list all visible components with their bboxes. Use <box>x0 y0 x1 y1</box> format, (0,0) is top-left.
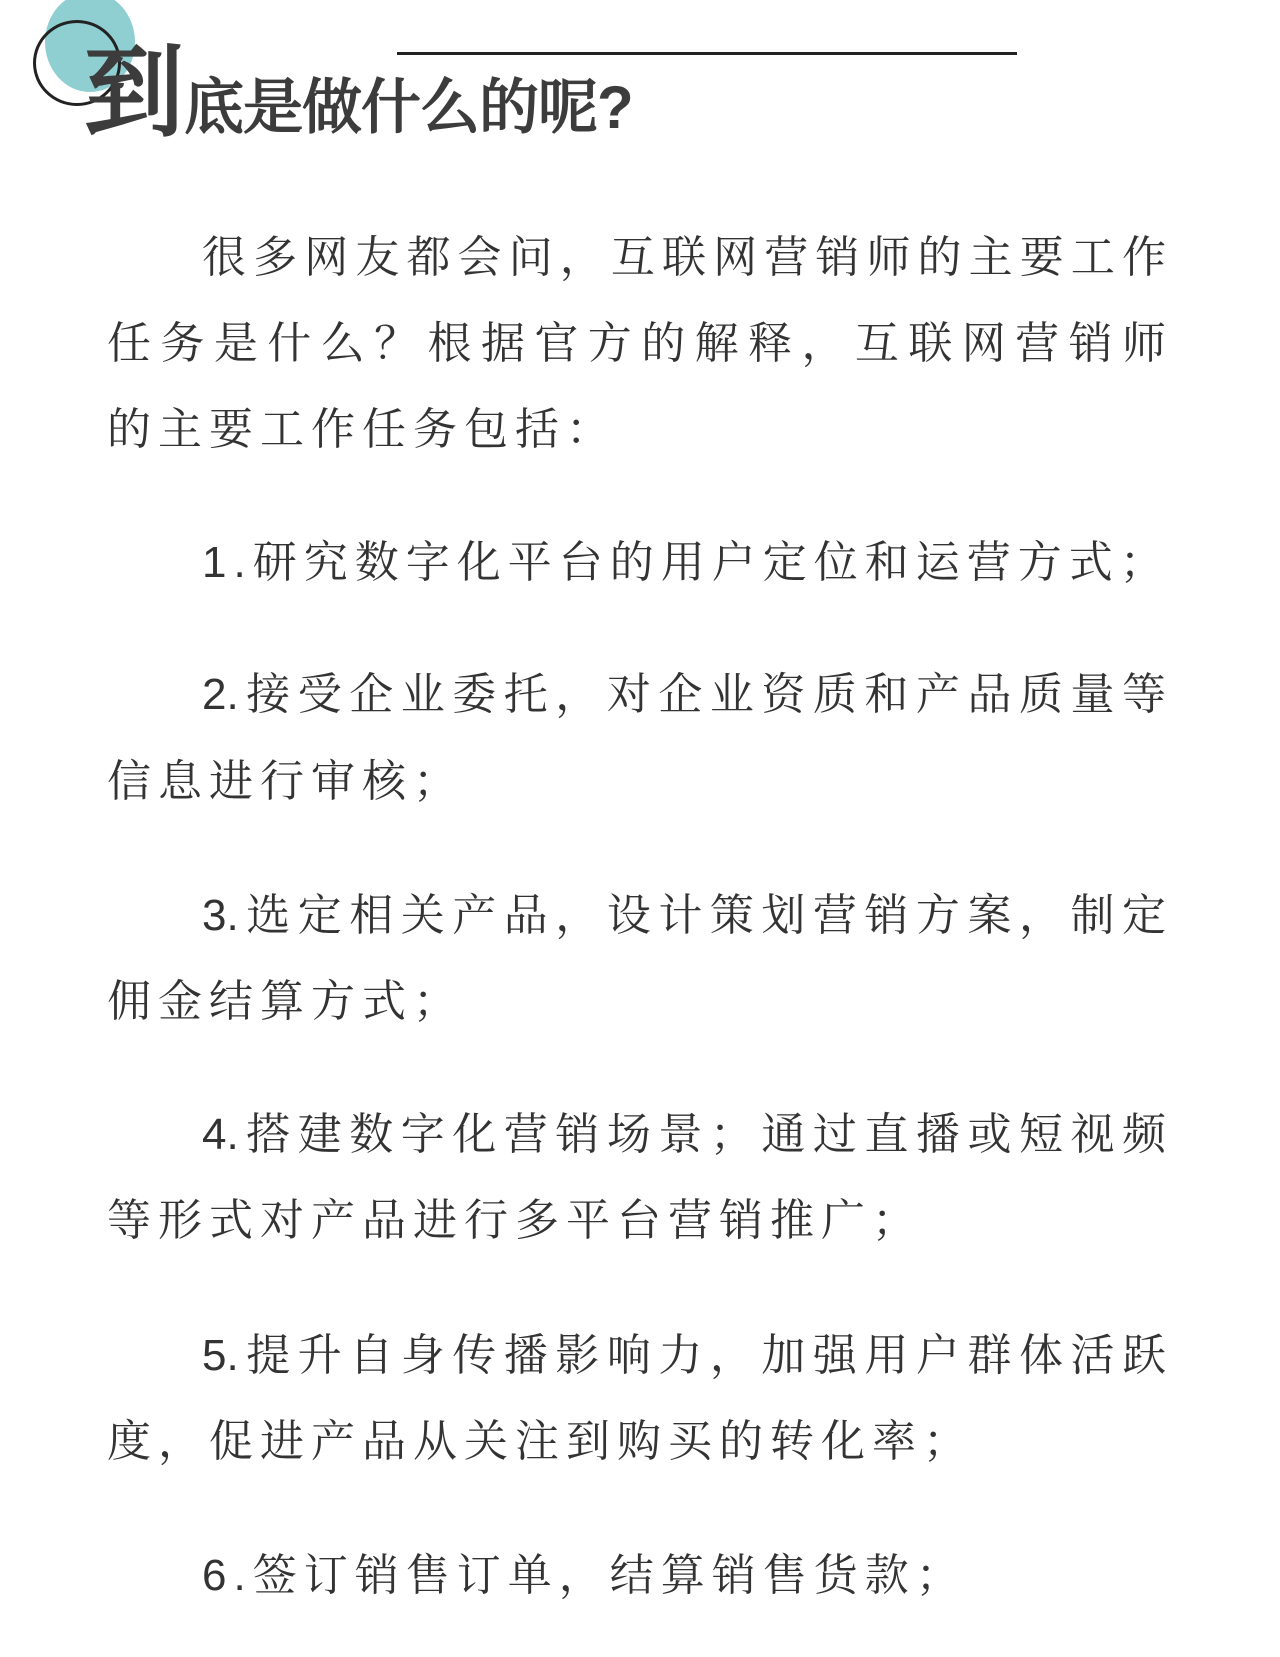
task-item-line: 6.签订销售订单，结算销售货款； <box>202 1551 967 1600</box>
task-item-line: 2.接受企业委托，对企业资质和产品质量等 <box>202 670 1166 719</box>
task-item-line: 3.选定相关产品，设计策划营销方案，制定 <box>202 891 1166 940</box>
intro-line: 任务是什么？根据官方的解释，互联网营销师 <box>107 319 1166 368</box>
task-item-line: 度，促进产品从关注到购买的转化率； <box>107 1417 974 1466</box>
title-rest: 底是做什么的呢? <box>184 74 633 141</box>
task-item-line: 佣金结算方式； <box>107 977 464 1026</box>
task-item-line: 信息进行审核； <box>107 757 464 806</box>
intro-line: 的主要工作任务包括： <box>107 405 617 454</box>
task-item-line: 5.提升自身传播影响力，加强用户群体活跃 <box>202 1331 1166 1380</box>
task-item-line: 1.研究数字化平台的用户定位和运营方式； <box>202 538 1171 587</box>
task-item-line: 等形式对产品进行多平台营销推广； <box>107 1196 923 1245</box>
intro-line: 很多网友都会问，互联网营销师的主要工作 <box>202 233 1166 282</box>
task-item-line: 4.搭建数字化营销场景；通过直播或短视频 <box>202 1110 1166 1159</box>
title-first-char: 到 <box>84 37 184 149</box>
page-title <box>84 38 633 148</box>
